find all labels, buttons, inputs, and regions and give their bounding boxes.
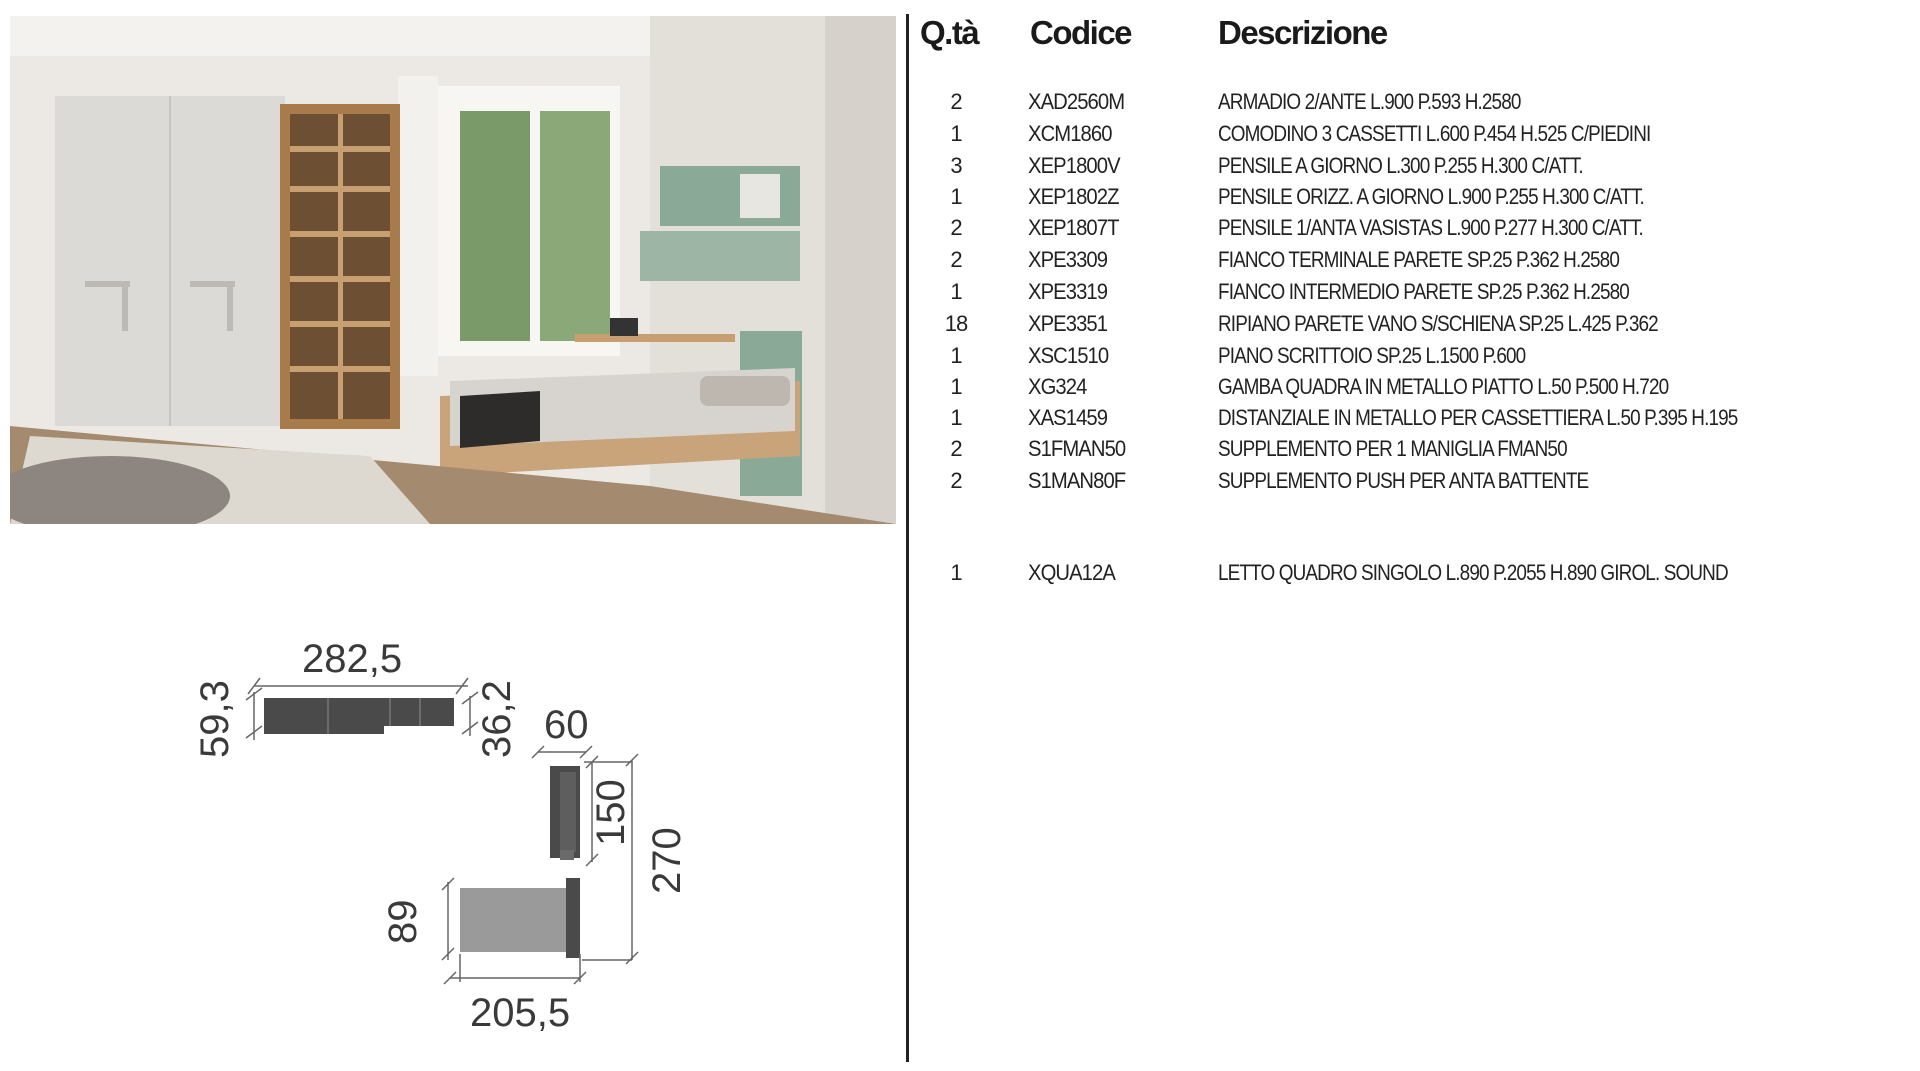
bedroom-illustration (10, 16, 896, 524)
row-description: GAMBA QUADRA IN METALLO PIATTO L.50 P.500 H.720 (1218, 374, 1669, 399)
row-qty: 1 (950, 374, 962, 399)
row-code: XPE3319 (1028, 279, 1108, 304)
row-qty: 1 (950, 121, 962, 146)
curtain (398, 76, 438, 376)
wall-cabinets (264, 698, 454, 734)
dim-bed-length: 205,5 (470, 991, 571, 1035)
row-code: XEP1807T (1028, 215, 1119, 240)
row-qty: 1 (950, 184, 962, 209)
row-qty: 1 (950, 560, 962, 585)
dim-top-right: 36,2 (475, 680, 519, 758)
row-description: PENSILE ORIZZ. A GIORNO L.900 P.255 H.300 C/ATT. (1218, 184, 1644, 209)
dim-top-width: 282,5 (302, 637, 403, 681)
row-code: XQUA12A (1028, 560, 1115, 585)
row-description: PENSILE 1/ANTA VASISTAS L.900 P.277 H.300 C/ATT. (1218, 215, 1643, 240)
row-code: XAS1459 (1028, 405, 1108, 430)
row-description: SUPPLEMENTO PUSH PER ANTA BATTENTE (1218, 468, 1589, 493)
wall-right-edge (825, 16, 896, 524)
floor-plan-drawing (180, 600, 740, 1050)
dim-bed-width: 89 (381, 899, 425, 944)
row-qty: 2 (950, 436, 962, 461)
dim-top-left: 59,3 (193, 680, 237, 758)
desk-top (575, 334, 735, 342)
desk (550, 766, 580, 860)
row-code: XSC1510 (1028, 343, 1109, 368)
dim-total-length: 270 (645, 827, 689, 894)
floor-plan (180, 600, 740, 1050)
row-qty: 18 (944, 311, 968, 336)
row-description: ARMADIO 2/ANTE L.900 P.593 H.2580 (1218, 89, 1521, 114)
row-description: SUPPLEMENTO PER 1 MANIGLIA FMAN50 (1218, 436, 1567, 461)
row-description: RIPIANO PARETE VANO S/SCHIENA SP.25 L.425 P.362 (1218, 311, 1658, 336)
row-code: XG324 (1028, 374, 1087, 399)
row-code: XCM1860 (1028, 121, 1112, 146)
window-greenery-right (540, 111, 610, 341)
row-qty: 3 (950, 153, 962, 178)
column-divider (906, 14, 909, 1062)
row-code: XEP1802Z (1028, 184, 1119, 209)
row-code: XPE3309 (1028, 247, 1108, 272)
header-description: Descrizione (1218, 14, 1387, 51)
bed (460, 878, 580, 958)
row-code: XEP1800V (1028, 153, 1120, 178)
row-description: PENSILE A GIORNO L.300 P.255 H.300 C/ATT. (1218, 153, 1583, 178)
row-qty: 2 (950, 215, 962, 240)
row-description: LETTO QUADRO SINGOLO L.890 P.2055 H.890 GIROL. SOUND (1218, 560, 1728, 585)
row-qty: 1 (950, 279, 962, 304)
row-description: FIANCO INTERMEDIO PARETE SP.25 P.362 H.2580 (1218, 279, 1629, 304)
row-code: XAD2560M (1028, 89, 1125, 114)
header-code: Codice (1030, 14, 1132, 51)
row-code: XPE3351 (1028, 311, 1108, 336)
window-greenery-left (460, 111, 530, 341)
row-description: COMODINO 3 CASSETTI L.600 P.454 H.525 C/PIEDINI (1218, 121, 1651, 146)
dim-desk-width: 60 (544, 703, 589, 747)
row-description: FIANCO TERMINALE PARETE SP.25 P.362 H.2580 (1218, 247, 1620, 272)
row-qty: 2 (950, 247, 962, 272)
wall-shelf-lower (640, 231, 800, 281)
row-description: PIANO SCRITTOIO SP.25 L.1500 P.600 (1218, 343, 1526, 368)
row-code: S1FMAN50 (1028, 436, 1126, 461)
row-description: DISTANZIALE IN METALLO PER CASSETTIERA L.50 P.395 H.195 (1218, 405, 1738, 430)
header-qty: Q.tà (920, 14, 979, 51)
row-qty: 2 (950, 468, 962, 493)
row-qty: 2 (950, 89, 962, 114)
row-code: S1MAN80F (1028, 468, 1126, 493)
row-qty: 1 (950, 343, 962, 368)
dim-desk-length: 150 (589, 779, 633, 846)
bed-blanket (460, 391, 540, 448)
room-photo (10, 16, 896, 524)
row-qty: 1 (950, 405, 962, 430)
